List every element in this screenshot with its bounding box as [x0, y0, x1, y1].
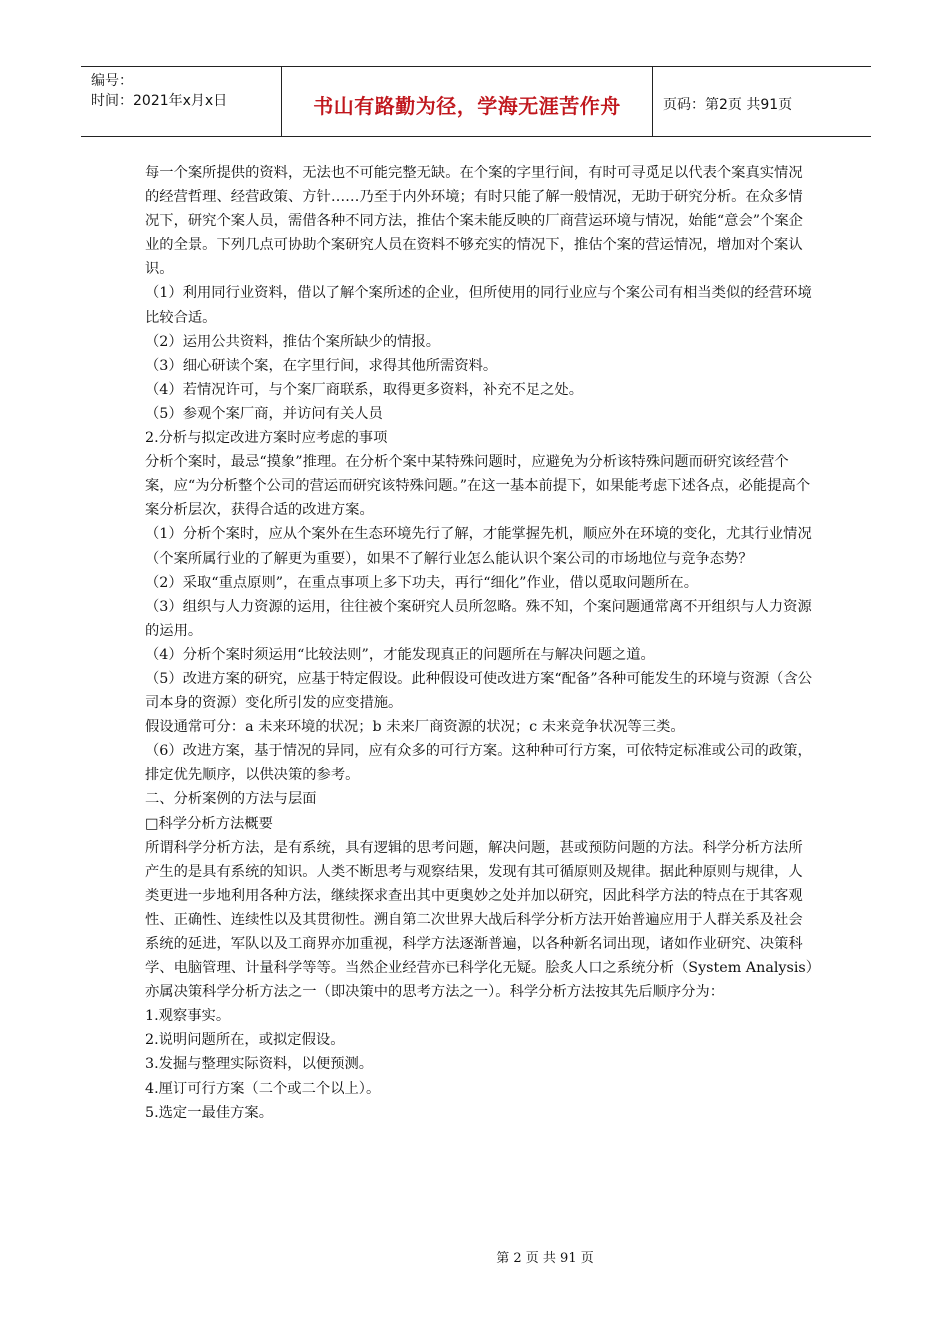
- paragraph: （4）分析个案时须运用“比较法则”，才能发现真正的问题所在与解决问题之道。: [145, 646, 655, 663]
- paragraph: （1）分析个案时，应从个案外在生态环境先行了解，才能掌握先机，顺应外在环境的变化，尤其行业情况（个案所属行业的了解更为重要），如果不了解行业怎么能认识个案公司的市场地位与竞争态势？: [145, 526, 812, 567]
- list-item: 1.观察事实。: [145, 1008, 231, 1025]
- document-date: 时间：2021年x月x日: [91, 93, 228, 109]
- document-number-label: 编号：: [91, 73, 133, 89]
- document-body: [145, 161, 815, 1125]
- paragraph: （5）参观个案厂商，并访问有关人员: [145, 405, 383, 422]
- paragraph: 分析个案时，最忌“摸象”推理。在分析个案中某特殊问题时，应避免为分析该特殊问题而研究该经营个案，应“为分析整个公司的营运而研究该特殊问题。”在这一基本前提下，如果能考虑下述各点，必能提高个案分析层次，获得合适的改进方案。: [145, 454, 811, 519]
- paragraph: （3）细心研读个案，在字里行间，求得其他所需资料。: [145, 357, 498, 374]
- paragraph: （2）运用公共资料，推估个案所缺少的情报。: [145, 333, 441, 350]
- header-motto: 书山有路勤为径，学海无涯苦作舟: [282, 67, 653, 136]
- paragraph: （5）改进方案的研究，应基于特定假设。此种假设可使改进方案“配备”各种可能发生的环境与资源（含公司本身的资源）变化所引发的应变措施。: [145, 670, 813, 712]
- paragraph: （1）利用同行业资料，借以了解个案所述的企业，但所使用的同行业应与个案公司有相当类似的经营环境比较合适。: [145, 285, 812, 326]
- paragraph: （2）采取“重点原则”，在重点事项上多下功夫，再行“细化”作业，借以觅取问题所在。: [145, 574, 699, 591]
- list-item: 5.选定一最佳方案。: [145, 1104, 274, 1121]
- subsection-heading: □科学分析方法概要: [145, 815, 273, 832]
- section-heading: 2.分析与拟定改进方案时应考虑的事项: [145, 430, 388, 447]
- page-footer: 第 2 页 共 91 页: [496, 1251, 594, 1266]
- paragraph: 假设通常可分：a 未来环境的状况；b 未来厂商资源的状况；c 未来竞争状况等三类。: [145, 719, 685, 736]
- paragraph: 所谓科学分析方法，是有系统，具有逻辑的思考问题，解决问题，甚或预防问题的方法。科学分析方法所产生的是具有系统的知识。人类不断思考与观察结果，发现有其可循原则及规律。据此种原则与规律，人类更进一步地利用各种方法，继续探求查出其中更奥妙之处并加以研究，因此科学方法的特点在于其客观性、正确性、连续性以及其贯彻性。溯自第二次世界大战后科学分析方法开始普遍应用于人群关系及社会系统的延进，军队以及工商界亦加重视，科学方法逐渐普遍，以各种新名词出现，诸如作业研究、决策科学、电脑管理、计量科学等等。当然企业经营亦已科学化无疑。脍炙人口之系统分析（System Analysis）亦属决策科学分析方法之一（即决策中的思考方法之一）。科学分析方法按其先后顺序分为：: [145, 839, 813, 1001]
- paragraph: （3）组织与人力资源的运用，往往被个案研究人员所忽略。殊不知，个案问题通常离不开组织与人力资源的运用。: [145, 598, 812, 639]
- paragraph: （6）改进方案，基于情况的异同，应有众多的可行方案。这种种可行方案，可依特定标准或公司的政策，排定优先顺序，以供决策的参考。: [145, 743, 812, 784]
- list-item: 4.厘订可行方案（二个或二个以上）。: [145, 1080, 381, 1097]
- section-heading: 二、分析案例的方法与层面: [145, 791, 317, 808]
- document-header: [81, 66, 871, 137]
- list-item: 2.说明问题所在，或拟定假设。: [145, 1032, 345, 1049]
- paragraph: （4）若情况许可，与个案厂商联系，取得更多资料，补充不足之处。: [145, 381, 583, 398]
- paragraph: 每一个案所提供的资料，无法也不可能完整无缺。在个案的字里行间，有时可寻觅足以代表个案真实情况的经营哲理、经营政策、方针……乃至于内外环境；有时只能了解一般情况，无助于研究分析。在众多情况下，研究个案人员，需借各种不同方法，推估个案未能反映的厂商营运环境与情况，始能“意会”个案企业的全景。下列几点可协助个案研究人员在资料不够充实的情况下，推估个案的营运情况，增加对个案认识。: [145, 165, 803, 278]
- header-page-info: 页码：第2页 共91页: [663, 96, 793, 113]
- header-meta: [81, 67, 282, 136]
- list-item: 3.发掘与整理实际资料，以便预测。: [145, 1056, 374, 1073]
